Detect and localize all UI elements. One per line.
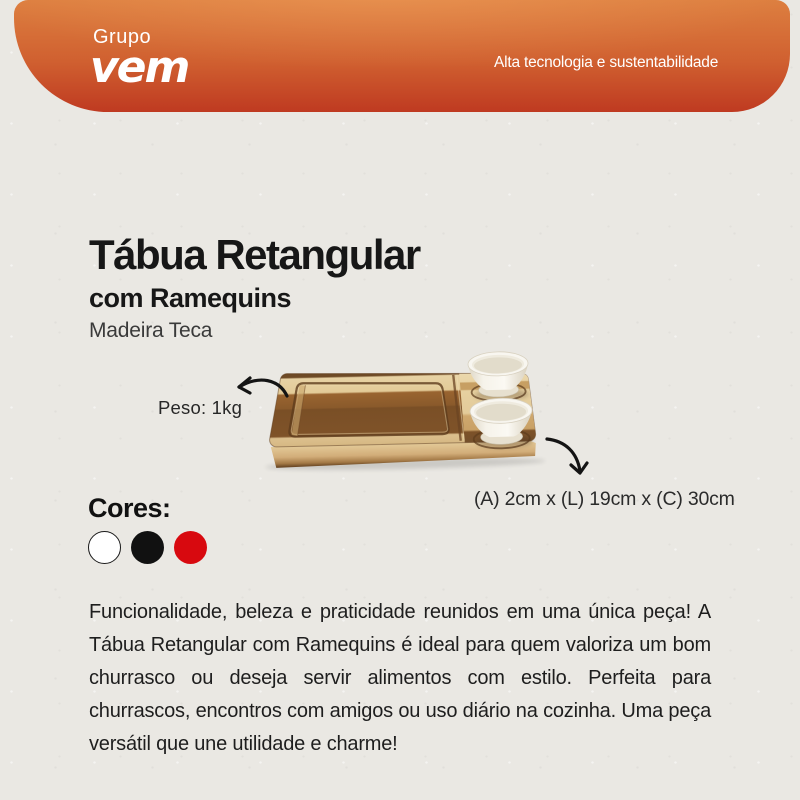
product-material: Madeira Teca [89, 319, 213, 342]
dimensions-label: (A) 2cm x (L) 19cm x (C) 30cm [474, 488, 735, 510]
weight-arrow-icon [227, 374, 291, 402]
product-title: Tábua Retangular [89, 231, 420, 278]
title-block [89, 231, 420, 342]
colors-section [88, 493, 207, 564]
brand-top-label: Grupo [93, 26, 152, 48]
brand-name: vem [90, 42, 189, 93]
weight-label: Peso: 1kg [158, 397, 243, 418]
banner-tagline: Alta tecnologia e sustentabilidade [494, 54, 719, 71]
ramekin-bottom [470, 398, 533, 449]
cutting-board [263, 351, 546, 472]
product-photo-board-illustration [254, 347, 554, 475]
color-swatch-black [131, 531, 164, 564]
colors-heading: Cores: [88, 493, 171, 523]
color-swatches [88, 531, 207, 564]
brand-banner [14, 0, 790, 112]
ramekin-top [468, 351, 529, 401]
product-description: Funcionalidade, beleza e praticidade reunidos em uma única peça! A Tábua Retangular com Ramequins é ideal para quem valoriza um bom churrasco ou deseja servir alimentos com estilo. Perfeita para churrascos, encontros com amigos ou uso diário na cozinha. Uma peça versátil que une utilidade e charme! [89, 601, 711, 755]
color-swatch-white [88, 531, 121, 564]
product-subtitle: com Ramequins [89, 283, 292, 313]
dimensions-arrow-icon [541, 433, 591, 483]
color-swatch-red [174, 531, 207, 564]
brand-logo [90, 26, 189, 93]
